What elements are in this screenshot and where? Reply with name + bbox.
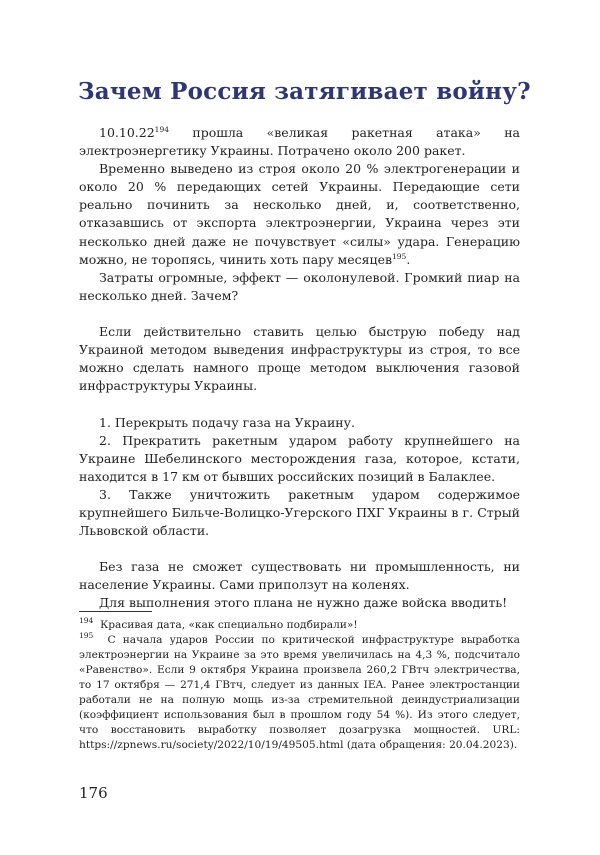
- footnote-number: 195: [79, 631, 94, 640]
- footnotes: [79, 618, 520, 753]
- paragraph-conclusion: Без газа не сможет существовать ни промышленность, ни население Украины. Сами приползут на коленях.: [79, 559, 520, 593]
- paragraph-damage: [79, 160, 520, 269]
- footnote-ref-195[interactable]: 195: [392, 251, 407, 261]
- list-item-3: 3. Также уничтожить ракетным ударом содержимое крупнейшего Бильче-Волицко-Угерского ПХГ Украины в г. Стрый Львовской области.: [79, 486, 520, 539]
- list-item-1: 1. Перекрыть подачу газа на Украину.: [99, 414, 355, 430]
- footnote-text: С начала ударов России по критической инфраструктуре выработка электроэнергии на Украине за это время увеличилась на 4,3 %, подсчитало «Равенство». Если 9 октября Украина произвела 260,2 ГВтч электричества, то 17 октября — 271,4 ГВтч, следует из данных IEA. Ранее электростанции работали не на полную мощь из-за стремительной деиндустриализации (коэффициент использования был в прошлом году 54 %). Из этого следует, что восстановить выработку позволяет дозагрузка мощностей. URL: https://zpnews.ru/society/2022/10/19/49505.html (дата обращения: 20.04.2023).: [79, 634, 520, 751]
- paragraph-text: Временно выведено из строя около 20 % электрогенерации и около 20 % передающих сетей Украины. Передающие сети реально починить за несколько дней, и, соответственно, отказавшись от экспорта электроэнергии, Украина через эти несколько дней даже не почувствует «силы» удара. Генерацию можно, не торопясь, чинить хоть пару месяцев: [79, 161, 520, 267]
- chapter-title: Зачем Россия затягивает войну?: [78, 78, 531, 105]
- paragraph-text: 10.10.22: [99, 125, 155, 140]
- footnote-195: [79, 633, 520, 753]
- list-item-2: 2. Прекратить ракетным ударом работу крупнейшего на Украине Шебелинского месторождения газа, которое, кстати, находится в 17 км от бывших российских позиций в Балаклее.: [79, 432, 520, 484]
- page-number: 176: [79, 784, 108, 802]
- footnote-ref-194[interactable]: 194: [154, 125, 169, 134]
- paragraph-attack-date: [79, 124, 520, 160]
- footnote-number: 194: [79, 616, 94, 625]
- paragraph-gas-plan: Если действительно ставить целью быструю победу над Украиной методом выведения инфраструктуры из строя, то все можно сделать намного проще методом выключения газовой инфраструктуры Украины.: [79, 324, 520, 394]
- footnote-text: Красивая дата, «как специально подбирали»!: [100, 619, 358, 631]
- body-text: [79, 124, 520, 613]
- footnote-194: [79, 618, 520, 633]
- paragraph-costs: Затраты огромные, эффект — околонулевой. Громкий пиар на несколько дней. Зачем?: [79, 269, 520, 303]
- footnote-divider: [79, 611, 152, 612]
- paragraph-text: прошла «великая ракетная атака» на электроэнергетику Украины. Потрачено около 200 ракет.: [79, 125, 520, 159]
- paragraph-final: Для выполнения этого плана не нужно даже войска вводить!: [99, 595, 508, 611]
- paragraph-text: .: [406, 251, 411, 267]
